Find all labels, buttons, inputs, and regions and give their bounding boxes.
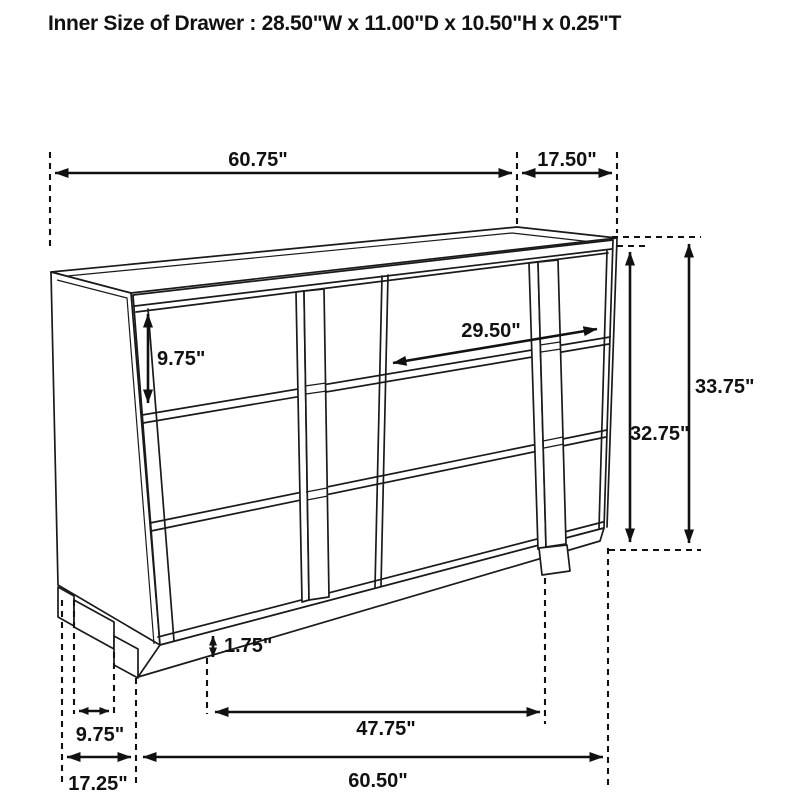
label-case-height: 32.75" [630, 423, 690, 445]
label-leg-spacing: 9.75" [75, 724, 125, 746]
label-drawer-height: 9.75" [157, 348, 206, 370]
label-drawer-width: 29.50" [461, 320, 521, 342]
label-floor-depth: 17.25" [68, 773, 128, 795]
pillar-left-front [304, 289, 329, 600]
label-top-width: 60.75" [228, 149, 288, 171]
front-right-leg [539, 545, 570, 575]
label-base-front-length: 47.75" [356, 718, 416, 740]
page-title: Inner Size of Drawer : 28.50"W x 11.00"D x 10.50"H x 0.25"T [48, 12, 622, 35]
label-top-depth: 17.50" [537, 149, 597, 171]
label-floor-width: 60.50" [348, 770, 408, 792]
label-overall-height: 33.75" [695, 376, 755, 398]
label-base-rail-height: 1.75" [224, 635, 273, 657]
